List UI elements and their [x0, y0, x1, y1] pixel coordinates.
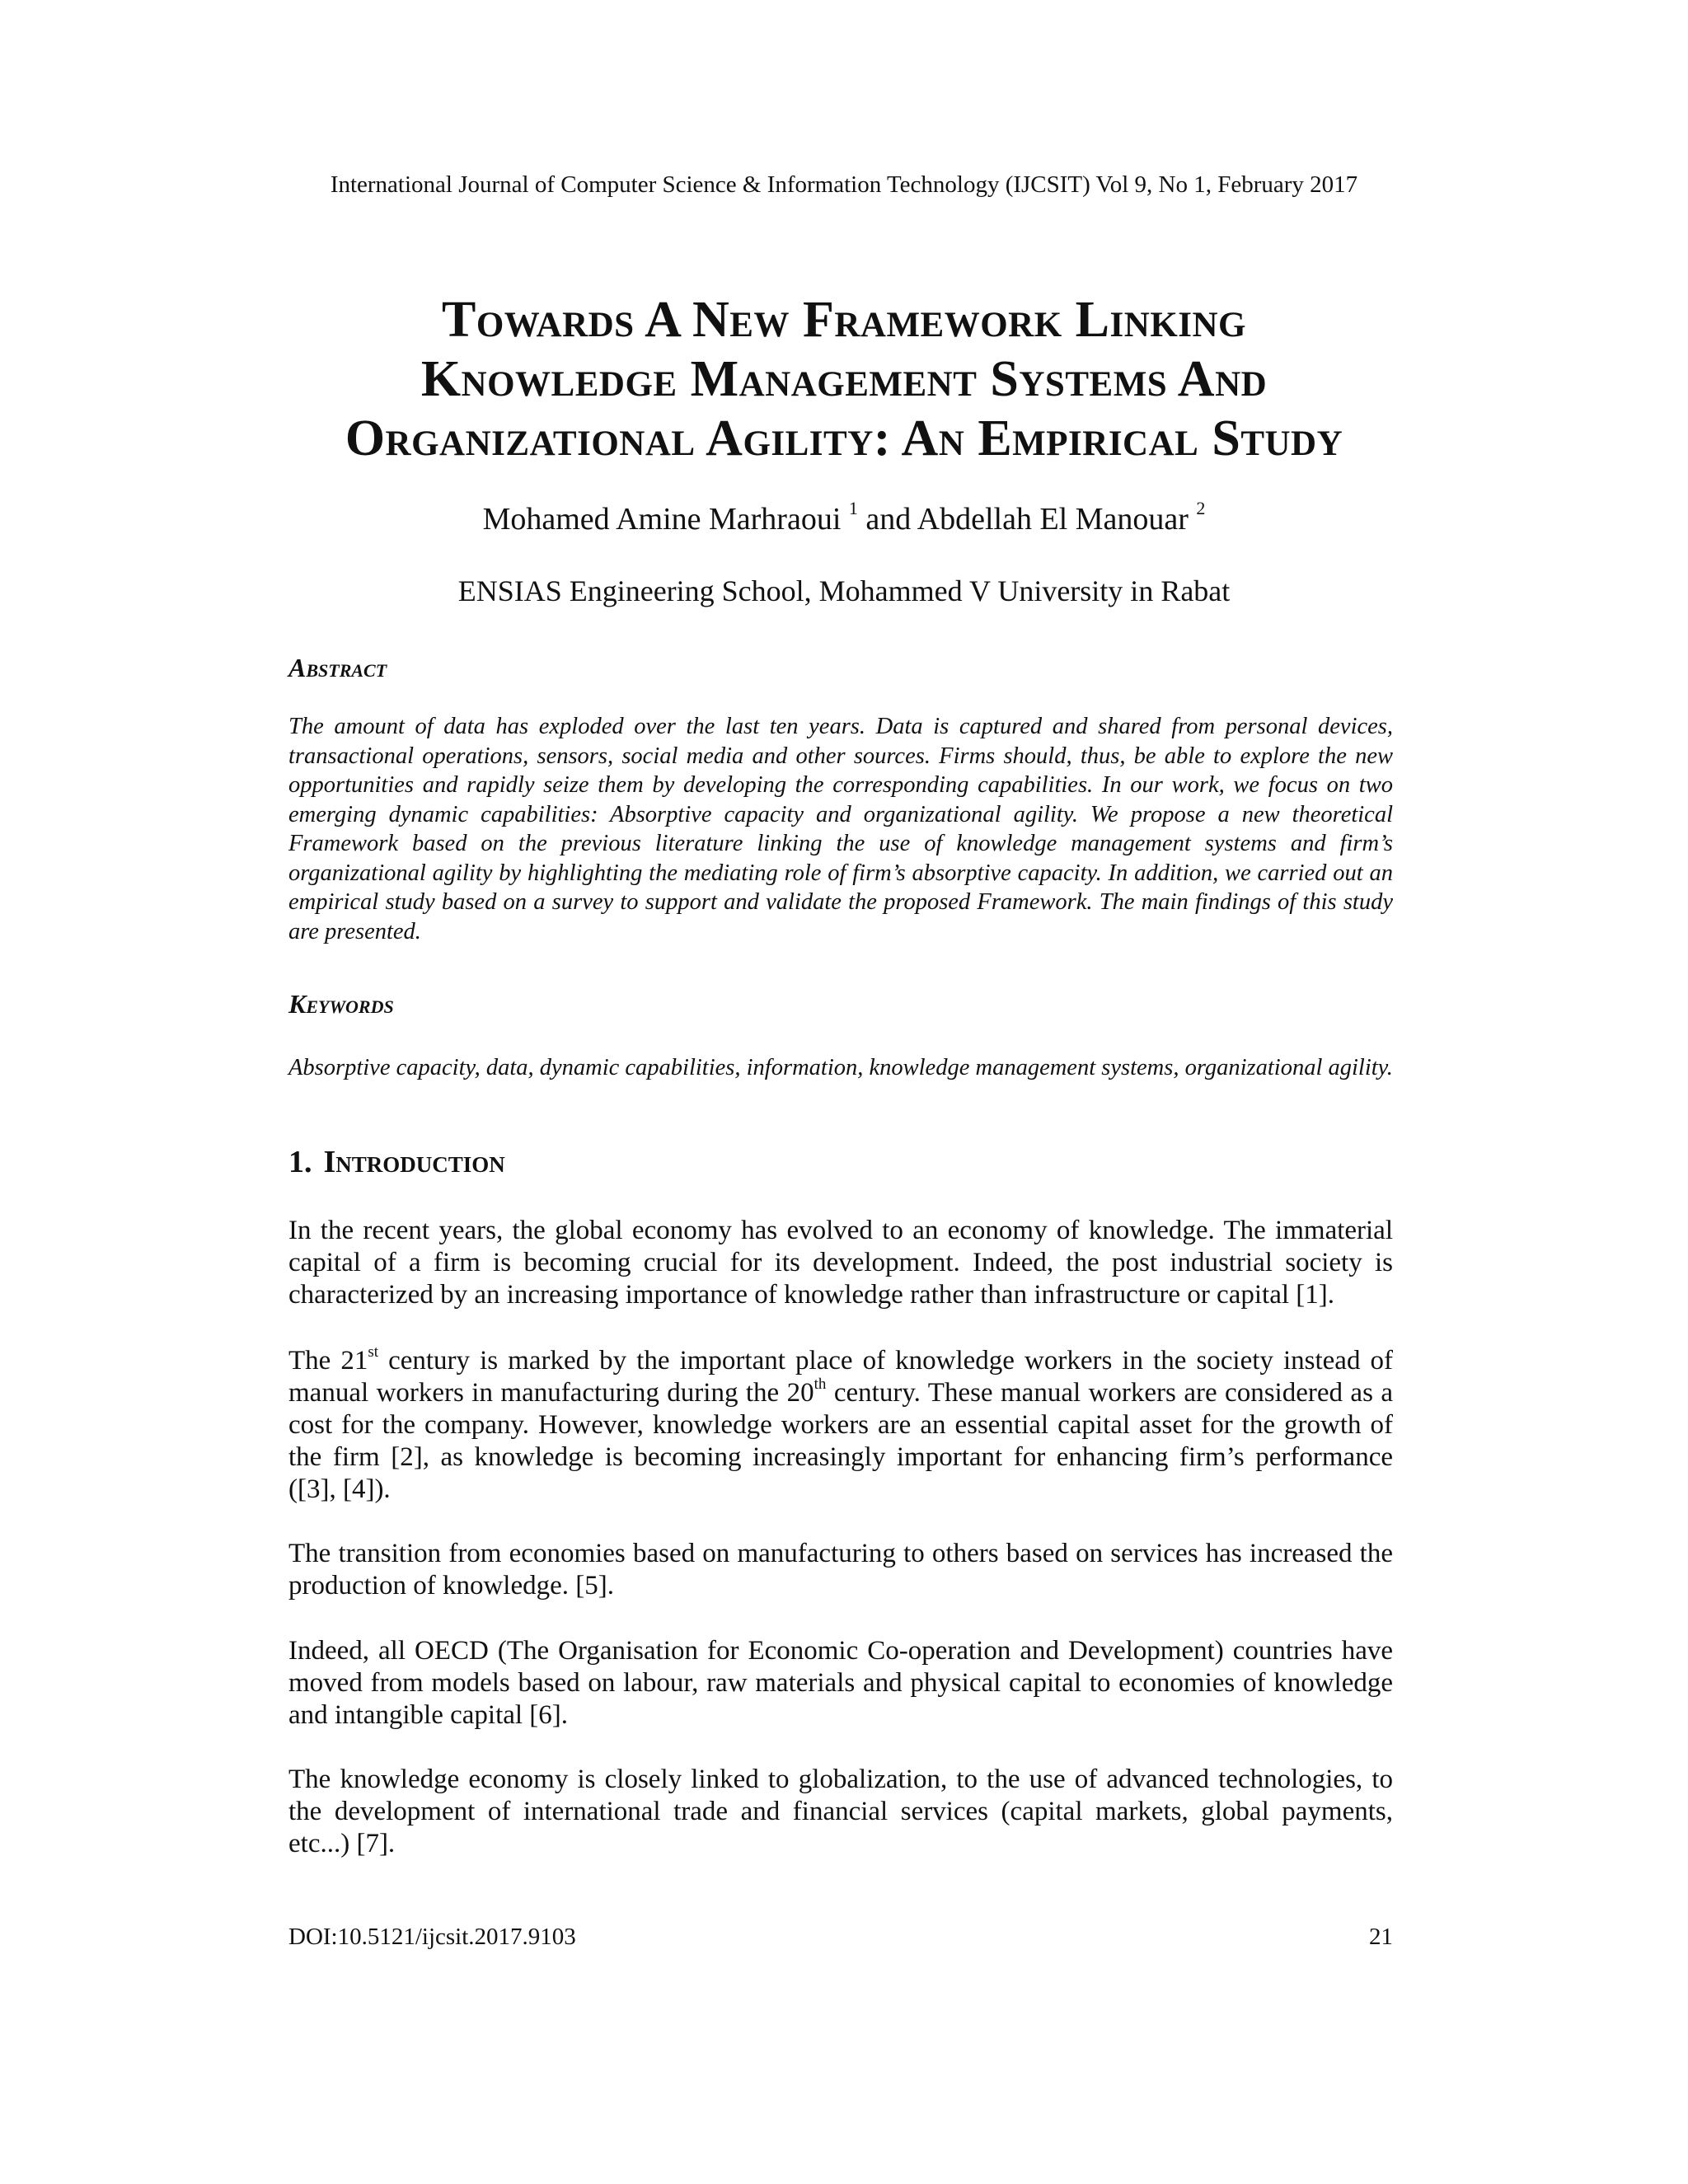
- intro-paragraph-2: [288, 1345, 1393, 1506]
- footer-doi: DOI:10.5121/ijcsit.2017.9103: [288, 1924, 576, 1950]
- author-1-name: Mohamed Amine Marhraoui: [482, 502, 842, 537]
- author-2-name: Abdellah El Manouar: [917, 502, 1189, 537]
- p2-part-b: century is marked by the important place of knowledge workers in the society instead of manual workers in manufacturing during the 20: [288, 1346, 1393, 1408]
- abstract-heading: Abstract: [288, 653, 387, 682]
- introduction-heading: [288, 1144, 505, 1180]
- title-line-2: Knowledge Management Systems And: [420, 351, 1268, 407]
- p2-part-a: The 21: [288, 1346, 368, 1376]
- title-line-3: Organizational Agility: An Empirical Study: [345, 410, 1343, 466]
- section-title: Introduction: [323, 1145, 505, 1179]
- author-conjunction: and: [865, 502, 912, 537]
- paper-title: [0, 290, 1688, 468]
- author-line: [0, 498, 1688, 537]
- keywords-text: Absorptive capacity, data, dynamic capabilities, information, knowledge management systems, organizational agility.: [288, 1055, 1393, 1080]
- abstract-text: The amount of data has exploded over the last ten years. Data is captured and shared from personal devices, transactional operations, sensors, social media and other sources. Firms should, thus, be able to explore the new opportunities and rapidly seize them by developing the corresponding capabilities. In our work, we focus on two emerging dynamic capabilities: Absorptive capacity and organizational agility. We propose a new theoretical Framework based on the previous literature linking the use of knowledge management systems and firm’s organizational agility by highlighting the mediating role of firm’s absorptive capacity. In addition, we carried out an empirical study based on a survey to support and validate the proposed Framework. The main findings of this study are presented.: [288, 714, 1393, 944]
- footer-page-number: 21: [1369, 1924, 1393, 1950]
- p2-superscript-2: th: [814, 1376, 827, 1393]
- intro-paragraph-4: Indeed, all OECD (The Organisation for Economic Co-operation and Development) countries have moved from models based on labour, raw materials and physical capital to economies of knowledge and intangible capital [6].: [288, 1636, 1393, 1730]
- p2-superscript-1: st: [368, 1343, 379, 1361]
- section-number: 1.: [288, 1145, 312, 1179]
- intro-paragraph-3: The transition from economies based on manufacturing to others based on services has increased the production of knowledge. [5].: [288, 1539, 1393, 1601]
- keywords-heading: Keywords: [288, 989, 394, 1019]
- affiliation: ENSIAS Engineering School, Mohammed V University in Rabat: [457, 574, 1231, 607]
- p2-part-c: century. These manual workers are considered as a cost for the company. However, knowledge workers are an essential capital asset for the growth of the firm [2], as knowledge is becoming increasingly important for enhancing firm’s performance ([3], [4]).: [288, 1378, 1394, 1504]
- author-2-superscript: 2: [1196, 498, 1206, 519]
- intro-paragraph-5: The knowledge economy is closely linked to globalization, to the use of advanced technologies, to the development of international trade and financial services (capital markets, global payments, etc...) [7].: [288, 1765, 1393, 1858]
- author-1-superscript: 1: [848, 498, 858, 519]
- title-line-1: Towards A New Framework Linking: [441, 292, 1246, 348]
- running-header: International Journal of Computer Science & Information Technology (IJCSIT) Vol 9, No 1, February 2017: [330, 171, 1358, 198]
- intro-paragraph-1: In the recent years, the global economy has evolved to an economy of knowledge. The immaterial capital of a firm is becoming crucial for its development. Indeed, the post industrial society is characterized by an increasing importance of knowledge rather than infrastructure or capital [1].: [288, 1216, 1393, 1310]
